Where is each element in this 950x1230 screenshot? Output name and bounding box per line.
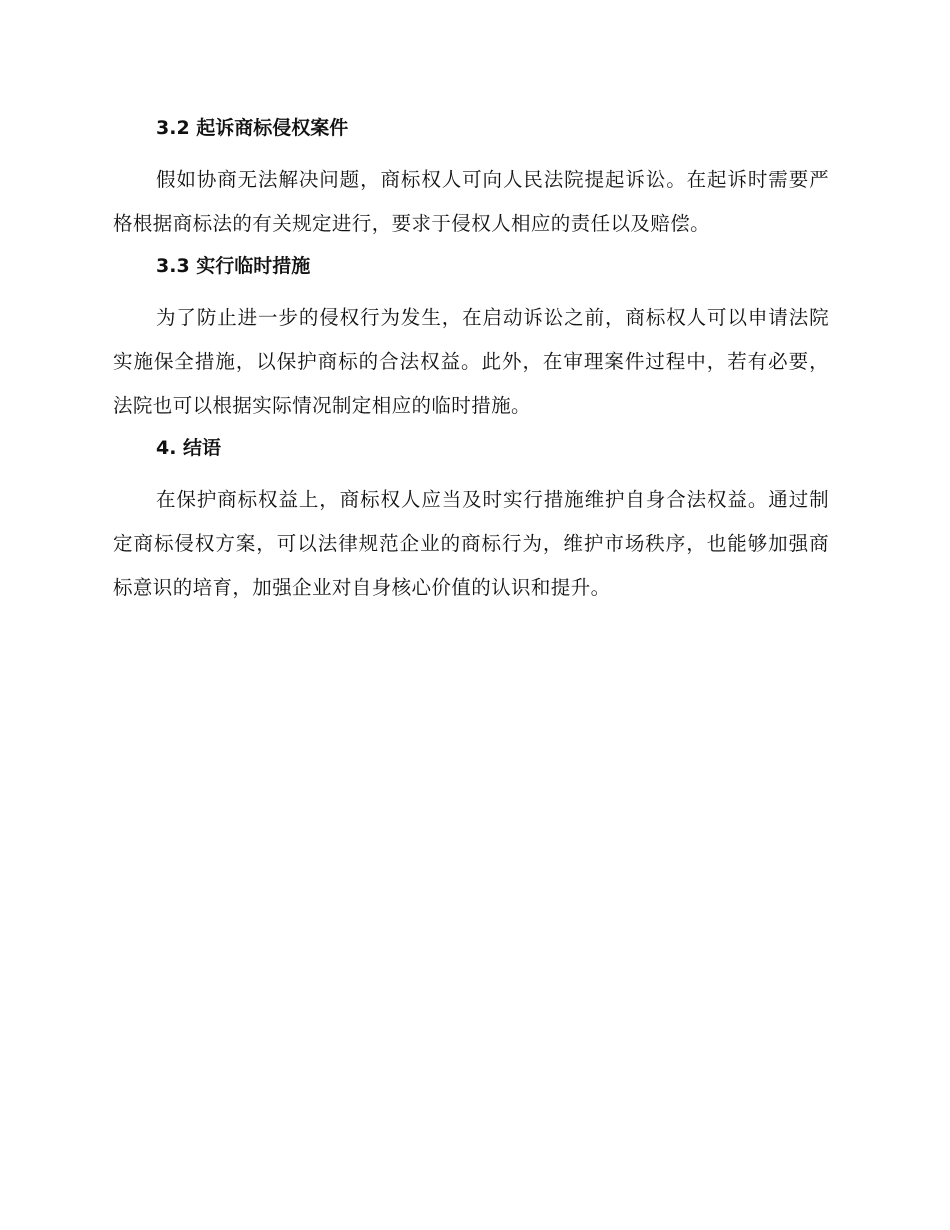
section-paragraph-3-3: 为了防止进一步的侵权行为发生，在启动诉讼之前，商标权人可以申请法院实施保全措施，以保护商标的合法权益。此外，在审理案件过程中，若有必要，法院也可以根据实际情况制定相应的临时措施。 (113, 306, 829, 417)
section-heading-3-3: 3.3 实行临时措施 (156, 255, 311, 277)
section-heading-3-2: 3.2 起诉商标侵权案件 (156, 117, 349, 139)
section-paragraph-3-2: 假如协商无法解决问题，商标权人可向人民法院提起诉讼。在起诉时需要严格根据商标法的有关规定进行，要求于侵权人相应的责任以及赔偿。 (113, 168, 829, 235)
section-heading-4: 4. 结语 (156, 437, 222, 459)
document-body (113, 112, 829, 614)
section-paragraph-4: 在保护商标权益上，商标权人应当及时实行措施维护自身合法权益。通过制定商标侵权方案，可以法律规范企业的商标行为，维护市场秩序，也能够加强商标意识的培育，加强企业对自身核心价值的认识和提升。 (113, 488, 829, 599)
